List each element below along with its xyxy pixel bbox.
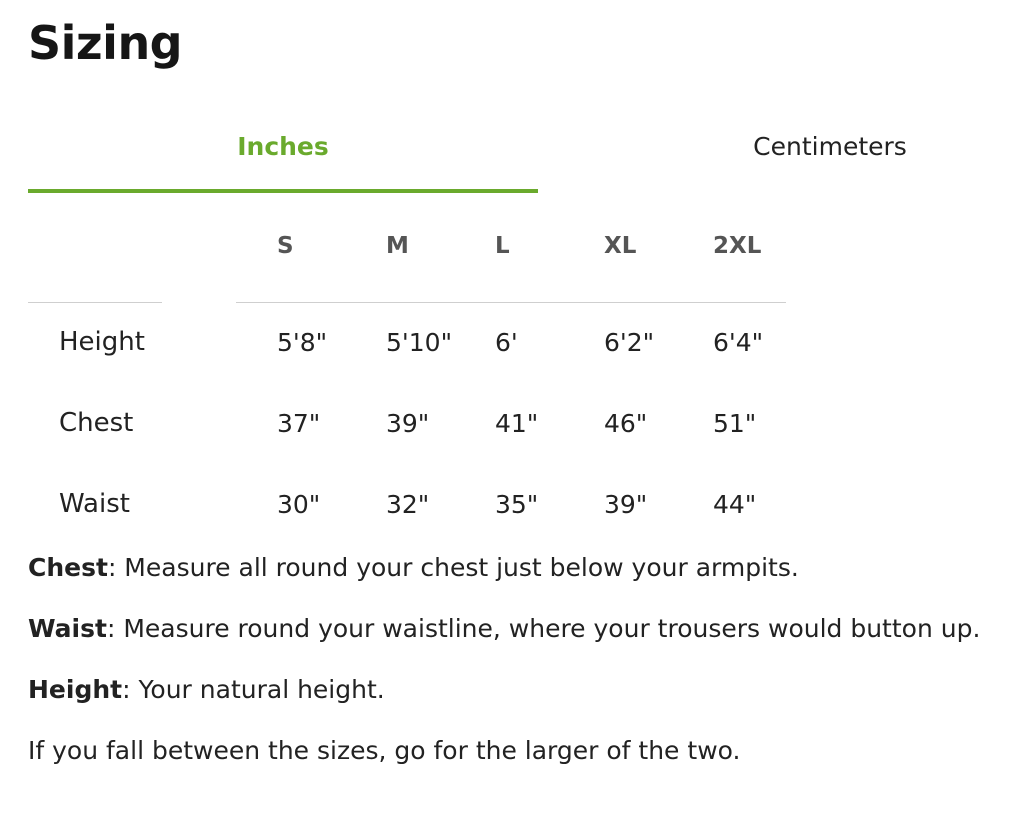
- table-cell: 6'2": [604, 328, 655, 357]
- note-term: Chest: [28, 553, 108, 582]
- table-cell: 41": [495, 409, 539, 438]
- note-term: Height: [28, 675, 123, 704]
- column-header-xl: XL: [604, 233, 637, 259]
- row-label-waist: Waist: [59, 489, 130, 519]
- table-cell: 46": [604, 409, 648, 438]
- tab-centimeters[interactable]: Centimeters: [753, 132, 907, 161]
- note-text: : Your natural height.: [122, 675, 385, 704]
- header-divider-left: [28, 302, 162, 303]
- note-size-advice: [28, 736, 740, 765]
- table-cell: 51": [713, 409, 757, 438]
- table-cell: 6': [495, 328, 518, 357]
- table-cell: 44": [713, 490, 757, 519]
- header-divider-right: [236, 302, 786, 303]
- active-tab-indicator: [28, 189, 538, 193]
- table-cell: 6'4": [713, 328, 764, 357]
- row-label-chest: Chest: [59, 408, 134, 438]
- note-chest: [28, 553, 799, 582]
- column-header-2xl: 2XL: [713, 233, 762, 259]
- note-text: : Measure round your waistline, where your trousers would button up.: [106, 614, 981, 643]
- note-term: Waist: [28, 614, 107, 643]
- note-waist: [28, 614, 980, 643]
- table-cell: 5'8": [277, 328, 328, 357]
- column-header-l: L: [495, 233, 510, 259]
- note-text: If you fall between the sizes, go for the larger of the two.: [28, 736, 741, 765]
- table-cell: 30": [277, 490, 321, 519]
- page-title: Sizing: [28, 16, 183, 70]
- table-cell: 35": [495, 490, 539, 519]
- table-cell: 37": [277, 409, 321, 438]
- table-cell: 32": [386, 490, 430, 519]
- column-header-m: M: [386, 233, 409, 259]
- row-label-height: Height: [59, 327, 145, 357]
- column-header-s: S: [277, 233, 294, 259]
- table-cell: 39": [604, 490, 648, 519]
- note-height: [28, 675, 385, 704]
- note-text: : Measure all round your chest just below your armpits.: [107, 553, 799, 582]
- table-cell: 5'10": [386, 328, 453, 357]
- table-cell: 39": [386, 409, 430, 438]
- tab-inches[interactable]: Inches: [237, 132, 329, 161]
